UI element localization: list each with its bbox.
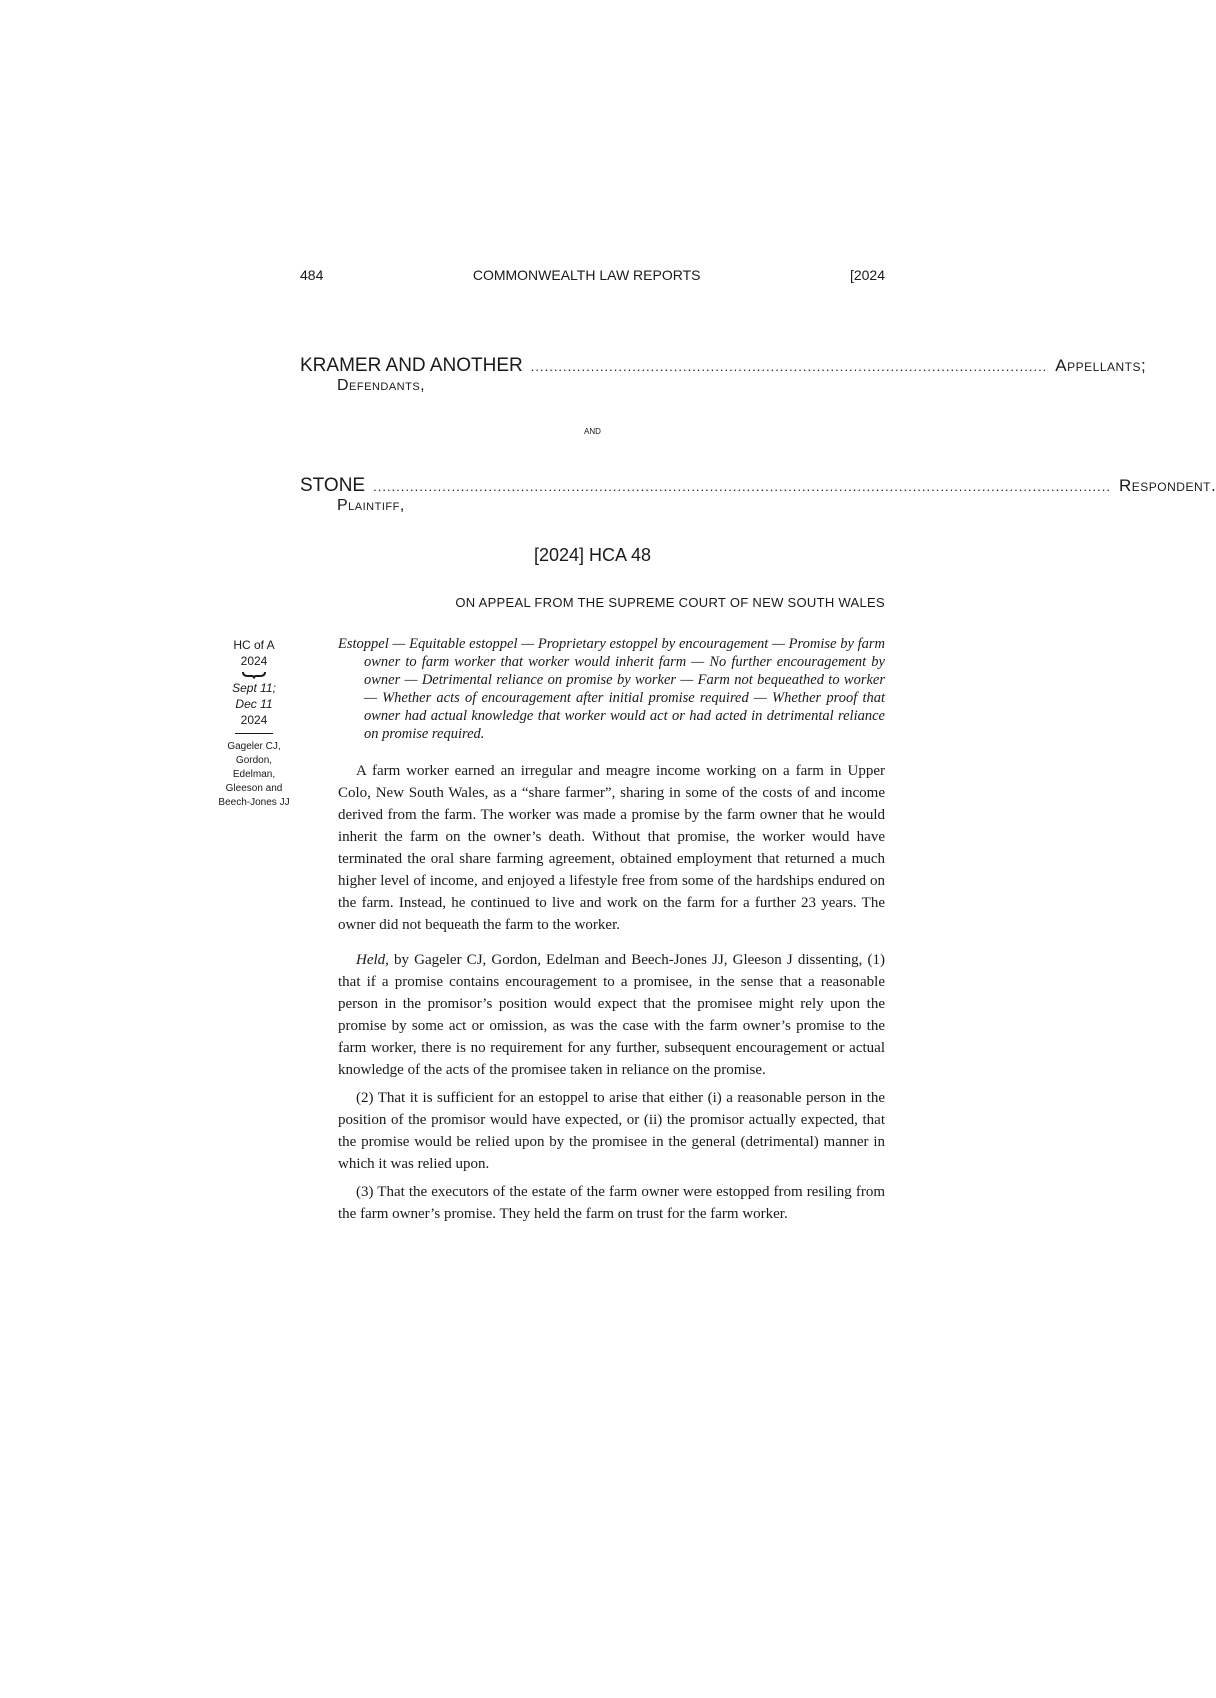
margin-judgment-date: Dec 11 [235, 697, 273, 711]
margin-note [213, 637, 295, 810]
margin-judgment-year: 2024 [240, 713, 268, 727]
appeal-line: ON APPEAL FROM THE SUPREME COURT OF NEW SOUTH WALES [455, 595, 885, 610]
catchwords: Estoppel — Equitable estoppel — Proprietary estoppel by encouragement — Promise by farm owner to farm worker that worker would inherit farm — No further encouragement by owner — Detrimental reliance on promise by worker — Farm not bequeathed to worker — Whether acts of encouragement after initial promise required — Whether proof that owner had actual knowledge that worker would act or had acted in detrimental reliance on promise required. [338, 636, 885, 742]
facts-paragraph: A farm worker earned an irregular and meagre income working on a farm in Upper Colo, New South Wales, as a “share farmer”, sharing in some of the costs of and income derived from the farm. The worker was made a promise by the farm owner that he would inherit the farm on the owner’s death. Without that promise, the worker would have terminated the oral share farming agreement, obtained employment that returned a much higher level of income, and enjoyed a lifestyle free from some of the hardships endured on the farm. Instead, he continued to live and work on the farm for a further 23 years. The owner did not bequeath the farm to the worker. [338, 763, 885, 933]
appellants-block [300, 355, 1147, 395]
case-citation: [2024] HCA 48 [533, 545, 652, 565]
leader-dots: ................................................................................................................................................................ [373, 479, 1111, 494]
margin-judge-line: Beech-Jones JJ [218, 797, 290, 808]
appellants-name: KRAMER AND ANOTHER [300, 355, 523, 376]
appellants-capacity: Defendants, [337, 377, 426, 394]
holding-3-paragraph: (3) That the executors of the estate of the farm owner were estopped from resiling from the farm owner’s promise. They held the farm on trust for the farm worker. [338, 1184, 885, 1222]
respondent-capacity: Plaintiff, [337, 497, 405, 514]
margin-judge-line: Gageler CJ, [227, 741, 281, 752]
respondent-name: STONE [300, 475, 366, 496]
running-head [300, 267, 885, 283]
page-number: 484 [300, 267, 324, 283]
margin-hearing-date: Sept 11; [232, 681, 276, 695]
respondent-block [300, 475, 1216, 515]
brace-icon [242, 671, 266, 679]
held-label: Held, [356, 952, 389, 968]
appellants-role: Appellants; [1055, 356, 1147, 375]
held-paragraph [338, 949, 885, 1081]
margin-judge-line: Gordon, [235, 755, 273, 766]
margin-judge-line: Gleeson and [225, 783, 283, 794]
margin-court: HC of A [233, 638, 275, 652]
margin-rule [235, 733, 273, 734]
and-separator: and [584, 423, 601, 437]
margin-judge-line: Edelman, [232, 769, 276, 780]
holding-2-paragraph: (2) That it is sufficient for an estoppel to arise that either (i) a reasonable person in the position of the promisor would have expected, or (ii) the promisor actually expected, that the promise would be relied upon by the promisee in the general (detrimental) manner in which it was relied upon. [338, 1090, 885, 1172]
margin-year: 2024 [240, 654, 268, 668]
report-year: [2024 [849, 267, 885, 283]
leader-dots: ................................................................................................................ [530, 359, 1048, 374]
headnote [338, 635, 885, 1225]
report-title: COMMONWEALTH LAW REPORTS [472, 267, 701, 283]
respondent-role: Respondent. [1119, 476, 1216, 495]
held-text: by Gageler CJ, Gordon, Edelman and Beech-Jones JJ, Gleeson J dissenting, (1) that if a promise contains encouragement to a promisee, in the sense that a reasonable person in the promisor’s position would expect that the promisee might rely upon the promise by some act or omission, as was the case with the farm owner’s promise to the farm worker, there is no requirement for any further, subsequent encouragement or actual knowledge of the acts of the promisee taken in reliance on the promise. [338, 952, 885, 1078]
